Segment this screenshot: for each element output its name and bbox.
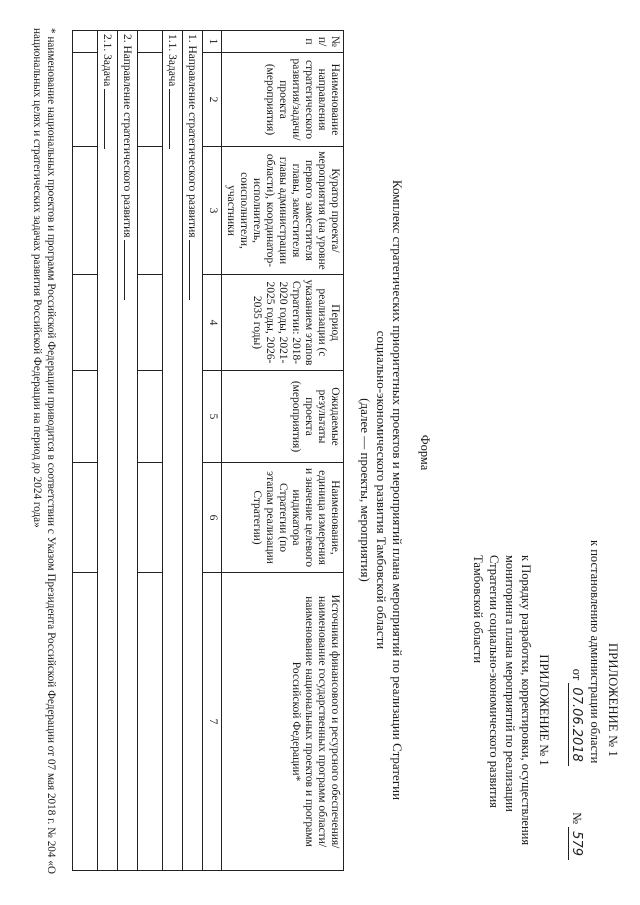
table-row: [118, 31, 138, 871]
table-cell: [73, 275, 98, 371]
number-prefix: №: [570, 812, 584, 825]
header-results: Ожидаемые результаты проекта (мероприятия): [222, 371, 344, 463]
direction-row: [183, 31, 203, 871]
table-cell: [138, 371, 163, 463]
table-row: [183, 31, 203, 871]
table-row: [163, 31, 183, 871]
table-row: [138, 31, 163, 871]
column-number: 5: [203, 371, 222, 463]
direction-label: 2. Направление стратегического развития: [121, 34, 133, 238]
fill-line: [104, 89, 115, 149]
column-number: 6: [203, 463, 222, 573]
table-cell: [73, 31, 98, 53]
table-cell: [138, 573, 163, 871]
table-cell: [73, 463, 98, 573]
column-number: 3: [203, 147, 222, 275]
fill-line: [124, 240, 135, 300]
column-number: 4: [203, 275, 222, 371]
direction-row: [118, 31, 138, 871]
table-cell: [73, 147, 98, 275]
form-label: Форма: [418, 434, 432, 471]
header-period: Период реализации (с указанием этапов Стратегии: 2018-2020 годы, 2021-2025 годы, 2026-2035 годы): [222, 275, 344, 371]
column-number: 7: [203, 573, 222, 871]
table-header-row: [222, 31, 344, 871]
direction-label: 1. Направление стратегического развития: [186, 34, 198, 238]
column-number: 2: [203, 53, 222, 147]
handwritten-number: 579: [568, 827, 584, 860]
appendix-header: [568, 540, 622, 860]
header-number: № п/п: [222, 31, 344, 53]
document-title-line3: (далее — проекты, мероприятия): [358, 398, 373, 582]
header-indicator: Наименование, единица измерения и значение целевого индикатора Стратегии (по этапам реализации Стратегии): [222, 463, 344, 573]
table-cell: [73, 53, 98, 147]
header-funding: Источники финансового и ресурсного обеспечения/ наименование государственных программ области/ наименование национальных проектов и программ Российской Федерации*: [222, 573, 344, 871]
appendix-title: ПРИЛОЖЕНИЕ № 1: [606, 643, 620, 757]
procedure-title: ПРИЛОЖЕНИЕ № 1: [537, 654, 551, 766]
footnote: * наименование национальных проектов и программ Российской Федерации приводится в соответствии с Указом Президента Российской Федерации от 07 мая 2018 г. № 204 «О национальных целях и стратегических задачах развития Российской Федерации на период до 2024 года»: [31, 28, 57, 874]
document-title-line2: социально-экономического развития Тамбовской области: [374, 330, 389, 650]
task-label: 1.1. Задача: [166, 34, 178, 87]
fill-line: [169, 89, 180, 149]
header-curator: Куратор проекта/ мероприятия (на уровне первого заместителя главы, заместителя главы администрации области), координатор-исполнитель, соисполнители, участники: [222, 147, 344, 275]
appendix-date-number: [568, 540, 586, 860]
table-cell: [73, 371, 98, 463]
table-row: [73, 31, 98, 871]
task-row: [163, 31, 183, 871]
task-row: [98, 31, 118, 871]
table-cell: [73, 573, 98, 871]
table-cell: [138, 147, 163, 275]
document-title-line1: Комплекс стратегических приоритетных проектов и мероприятий плана мероприятий по реализации Стратегии: [390, 179, 405, 801]
document-title: [357, 140, 405, 840]
table-cell: [138, 31, 163, 53]
fill-line: [189, 240, 200, 300]
procedure-text: к Порядку разработки, корректировки, осуществления мониторинга плана мероприятий по реализации Стратегии социально-экономического развития Тамбовской области: [471, 555, 533, 846]
header-name: Наименование направления стратегического развития/задачи/ проекта (мероприятия): [222, 53, 344, 147]
table-cell: [138, 463, 163, 573]
task-label: 2.1. Задача: [101, 34, 113, 87]
table-cell: [138, 275, 163, 371]
projects-table: [72, 30, 344, 871]
table-cell: [138, 53, 163, 147]
date-prefix: от: [570, 668, 584, 681]
table-row: [98, 31, 118, 871]
handwritten-date: 07.06.2018: [568, 683, 584, 765]
procedure-header: [470, 555, 552, 865]
appendix-decree-line: к постановлению администрации области: [588, 540, 602, 764]
column-number: 1: [203, 31, 222, 53]
column-numbers-row: [203, 31, 222, 871]
